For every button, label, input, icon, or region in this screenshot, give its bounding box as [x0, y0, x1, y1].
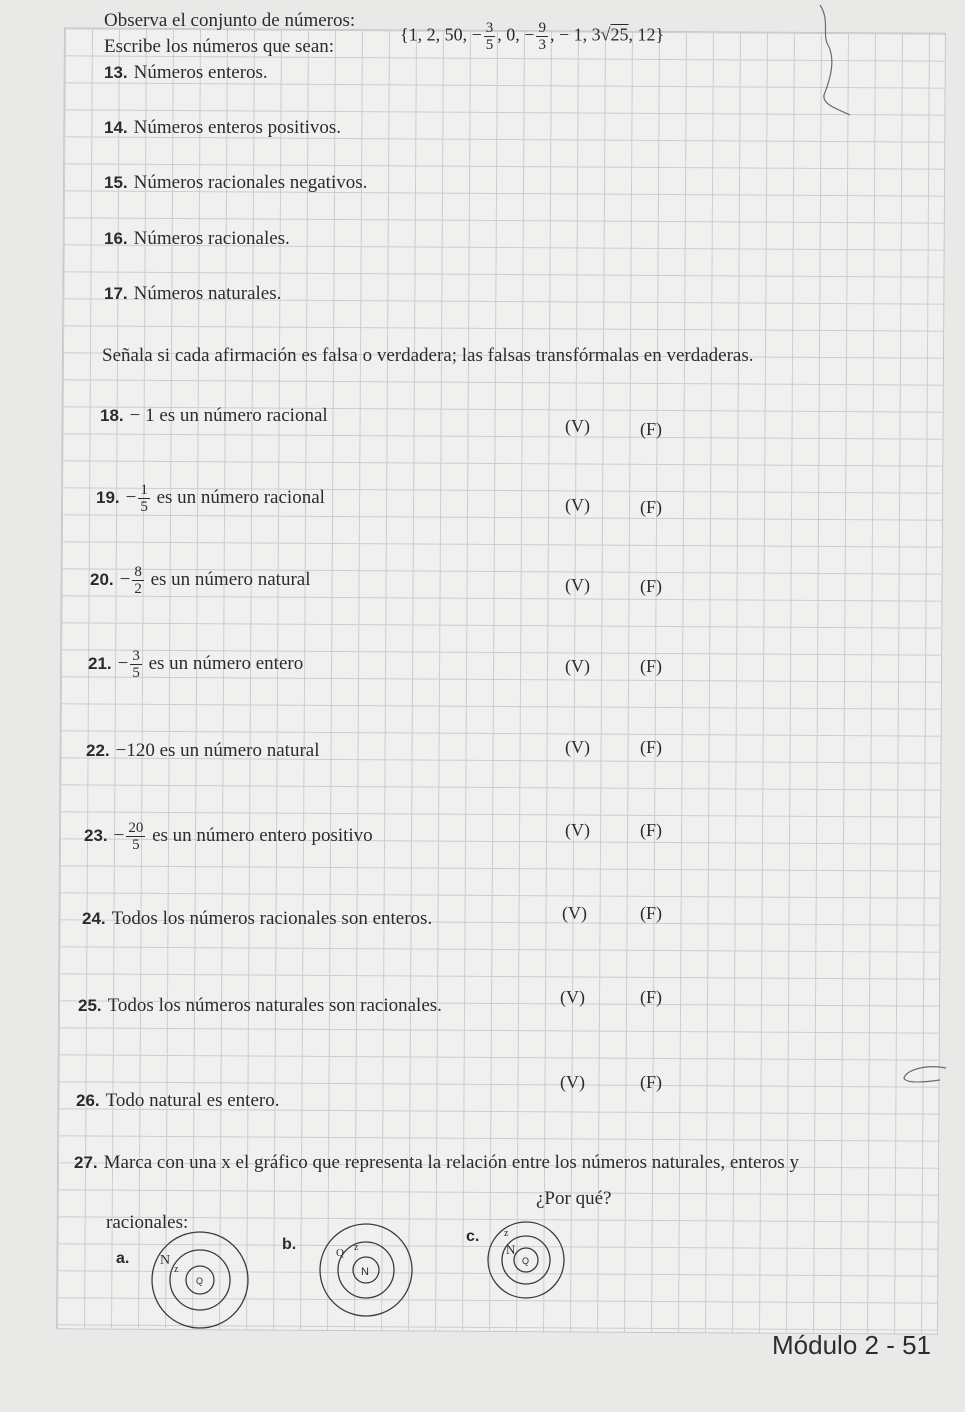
question-27-line1: 27. Marca con una x el gráfico que representa la relación entre los números naturales, enteros y [74, 1152, 799, 1173]
handwritten-brace-mark [800, 0, 860, 130]
option-b-inner-label: N [361, 1266, 369, 1278]
option-c-label[interactable]: c. [466, 1228, 480, 1245]
false-option-19[interactable]: (F) [640, 497, 662, 517]
question-15: 15. Números racionales negativos. [104, 172, 368, 193]
tf-item-22: 22. −120 es un número natural [86, 740, 320, 761]
true-option-18[interactable]: (V) [565, 416, 590, 436]
option-a-inner-label: Q [196, 1276, 204, 1286]
false-option-20[interactable]: (F) [640, 576, 662, 596]
set-subtitle: Escribe los números que sean: [104, 36, 335, 57]
option-a-label[interactable]: a. [116, 1250, 130, 1267]
true-option-22[interactable]: (V) [565, 737, 590, 757]
tf-item-18: 18. − 1 es un número racional [100, 405, 328, 426]
question-27-line2: racionales: [106, 1212, 189, 1233]
tf-item-24: 24. Todos los números racionales son enteros. [82, 908, 433, 929]
tf-item-20: 20. − $\frac{8}{2}$ es un número natural [90, 564, 311, 597]
fraction-9-3: $\frac{9}{3}$ [538, 20, 546, 53]
option-a-middle-label: z [174, 1264, 179, 1275]
true-option-24[interactable]: (V) [562, 903, 587, 923]
false-option-26[interactable]: (F) [640, 1072, 662, 1092]
false-option-24[interactable]: (F) [640, 903, 662, 923]
number-set: {1, 2, 50, − $\frac{3}{5}$ , 0, − $\frac{9}{3}$ , − 1, 3√25, 12} [400, 20, 665, 53]
option-c-outer-label: z [504, 1228, 509, 1239]
option-a-outer-label: N [160, 1253, 171, 1268]
tf-item-23: 23. − $\frac{20}{5}$ es un número entero positivo [84, 820, 373, 853]
handwritten-curve-mark [896, 1062, 956, 1092]
true-false-instruction: Señala si cada afirmación es falsa o verdadera; las falsas transfórmalas en verdaderas. [102, 345, 754, 366]
question-16: 16. Números racionales. [104, 228, 290, 249]
fraction-3-5: $\frac{3}{5}$ [485, 20, 494, 53]
true-option-20[interactable]: (V) [565, 575, 590, 595]
option-c-middle-label: N [506, 1242, 516, 1257]
tf-item-26: 26. Todo natural es entero. [76, 1090, 280, 1111]
option-b-label[interactable]: b. [282, 1236, 297, 1253]
tf-item-21: 21. − $\frac{3}{5}$ es un número entero [88, 648, 304, 681]
option-b-outer-label: Q [336, 1247, 344, 1259]
true-option-23[interactable]: (V) [565, 820, 590, 840]
question-27-why: ¿Por qué? [536, 1188, 612, 1209]
grid-paper-sheet [56, 27, 946, 1334]
set-instruction: Observa el conjunto de números: [104, 10, 356, 31]
true-option-19[interactable]: (V) [565, 495, 590, 515]
tf-item-25: 25. Todos los números naturales son racionales. [78, 995, 442, 1016]
true-option-21[interactable]: (V) [565, 656, 590, 676]
option-a-diagram[interactable] [150, 1238, 260, 1338]
page-footer: Módulo 2 - 51 [772, 1330, 931, 1360]
question-17: 17. Números naturales. [104, 283, 282, 304]
question-13: 13. Números enteros. [104, 62, 268, 83]
false-option-18[interactable]: (F) [640, 419, 662, 439]
false-option-25[interactable]: (F) [640, 987, 662, 1007]
option-b-diagram[interactable] [318, 1226, 418, 1316]
false-option-21[interactable]: (F) [640, 656, 662, 676]
true-option-25[interactable]: (V) [560, 987, 585, 1007]
option-c-diagram[interactable] [484, 1222, 574, 1302]
option-c-inner-label: Q [522, 1256, 530, 1266]
false-option-22[interactable]: (F) [640, 737, 662, 757]
false-option-23[interactable]: (F) [640, 820, 662, 840]
question-14: 14. Números enteros positivos. [104, 117, 342, 138]
tf-item-19: 19. − $\frac{1}{5}$ es un número racional [96, 482, 325, 515]
true-option-26[interactable]: (V) [560, 1072, 585, 1092]
option-b-middle-label: z [354, 1242, 359, 1253]
